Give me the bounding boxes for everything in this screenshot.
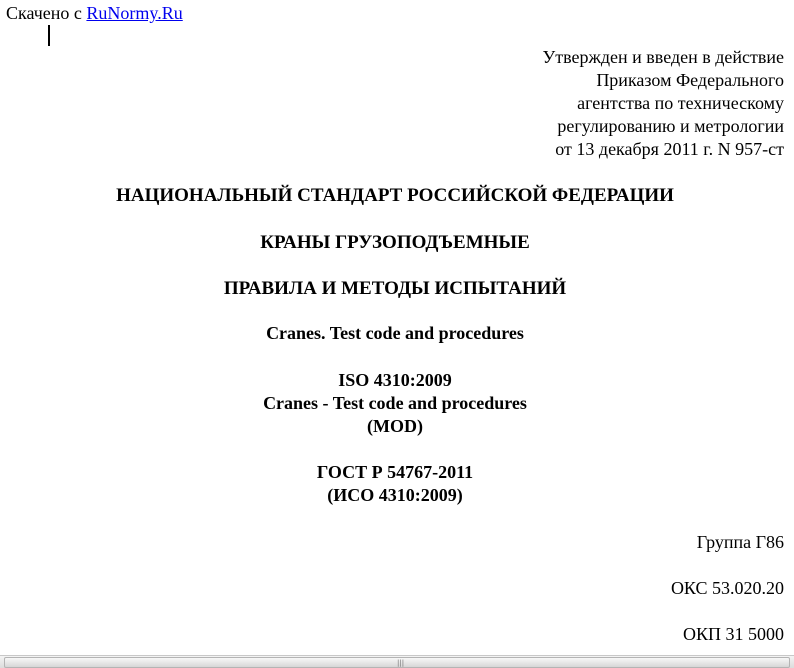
iso-ru-code: (ИСО 4310:2009) [327, 485, 463, 505]
iso-mod: (MOD) [367, 416, 423, 436]
approval-block [542, 46, 784, 161]
runormy-link[interactable]: RuNormy.Ru [86, 3, 183, 23]
approval-line: Утвержден и введен в действие [542, 47, 784, 67]
iso-reference-block [0, 369, 790, 438]
scrollbar-thumb[interactable] [4, 657, 790, 668]
approval-line: агентства по техническому [577, 93, 784, 113]
gost-code: ГОСТ Р 54767-2011 [316, 462, 474, 482]
downloaded-prefix: Скачено с [6, 3, 82, 23]
standard-subtitle-heading: ПРАВИЛА И МЕТОДЫ ИСПЫТАНИЙ [223, 278, 567, 299]
english-title: Cranes. Test code and procedures [266, 323, 524, 343]
standard-type-heading: НАЦИОНАЛЬНЫЙ СТАНДАРТ РОССИЙСКОЙ ФЕДЕРАЦИИ [116, 185, 674, 206]
iso-title: Cranes - Test code and procedures [263, 393, 527, 413]
scrollbar-grip-icon: ||| [397, 659, 405, 667]
standard-name-heading: КРАНЫ ГРУЗОПОДЪЕМНЫЕ [260, 232, 530, 253]
iso-code: ISO 4310:2009 [338, 370, 452, 390]
oks-code: ОКС 53.020.20 [670, 578, 784, 598]
text-cursor [48, 25, 50, 46]
group-code: Группа Г86 [696, 532, 784, 552]
gost-designation-block [0, 461, 790, 507]
downloaded-from-note [6, 2, 183, 24]
approval-line: от 13 декабря 2011 г. N 957-ст [555, 139, 784, 159]
horizontal-scrollbar[interactable] [0, 655, 794, 668]
approval-line: регулированию и метрологии [557, 116, 784, 136]
okp-code: ОКП 31 5000 [682, 624, 784, 644]
approval-line: Приказом Федерального [596, 70, 784, 90]
